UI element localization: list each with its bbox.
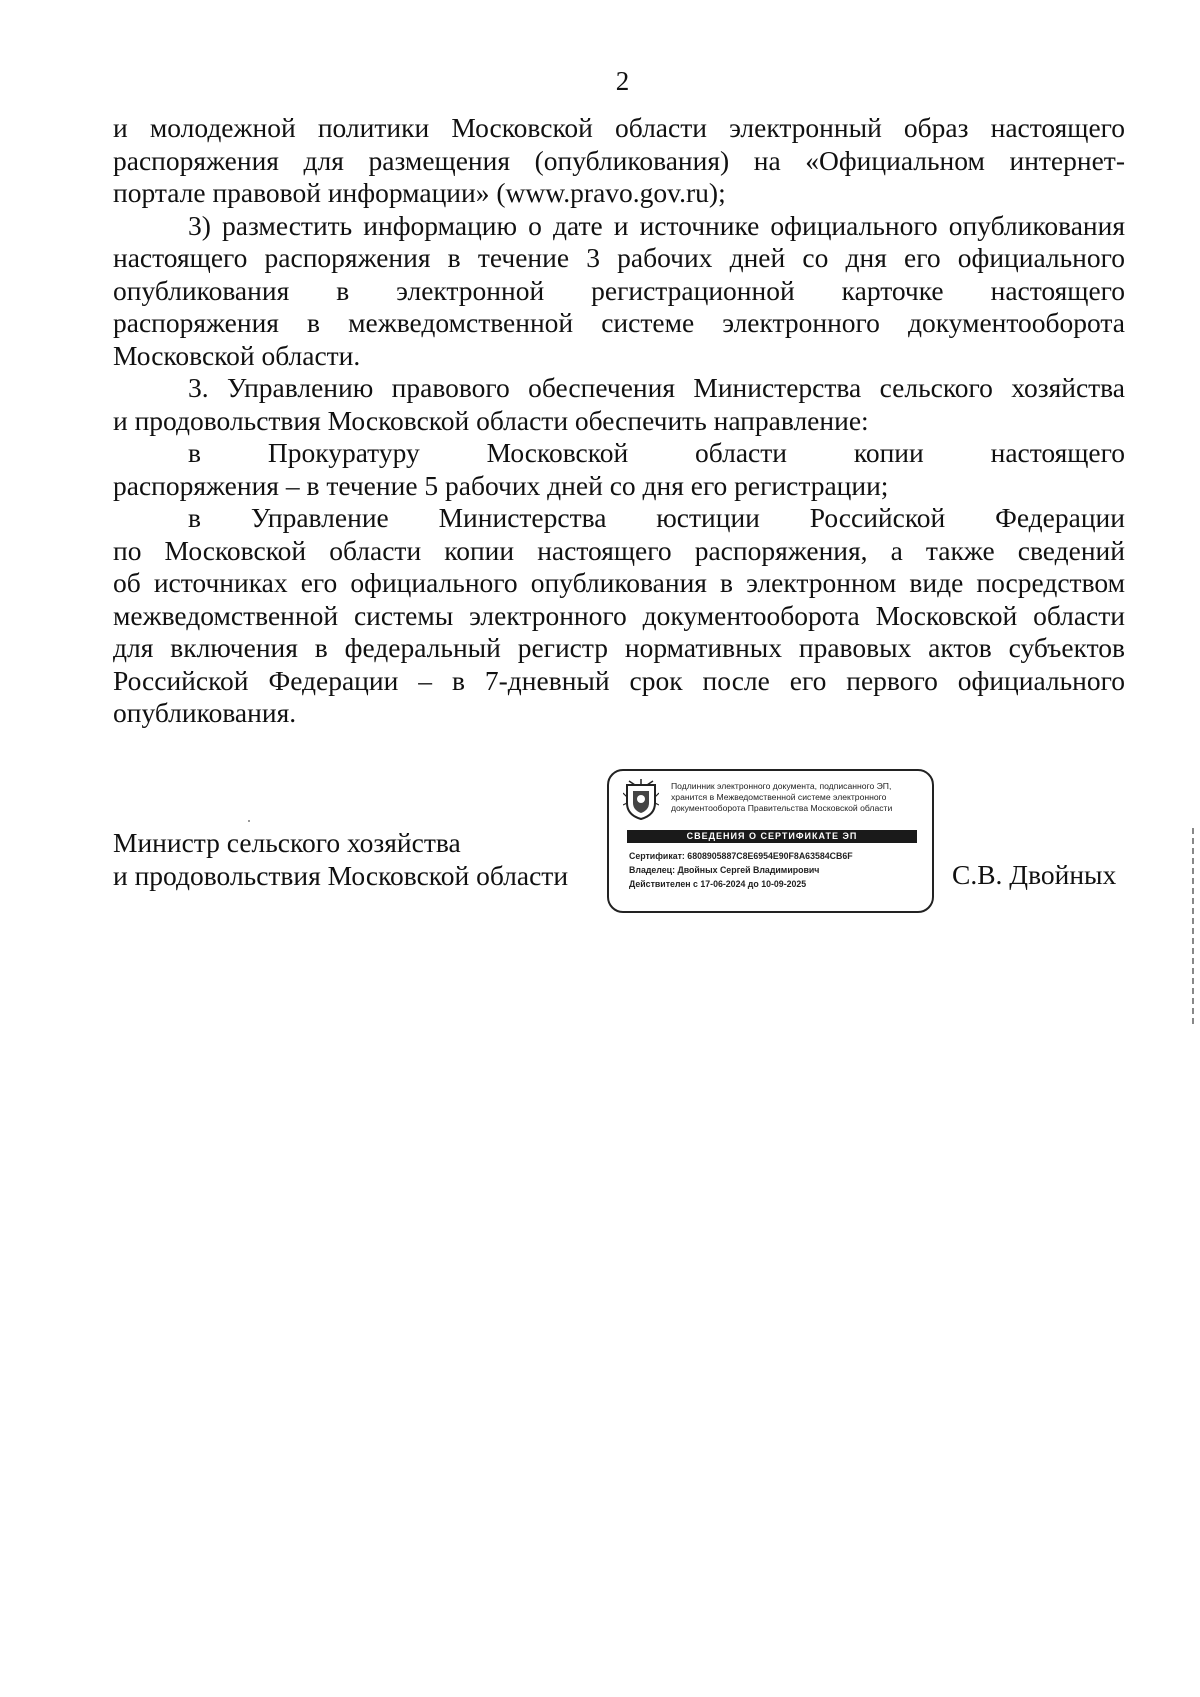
paragraph-5 — [113, 502, 1125, 730]
certificate-owner: Владелец: Двойных Сергей Владимирович — [629, 865, 820, 875]
certificate-number: Сертификат: 6808905887C8E6954E90F8A63584CB6F — [629, 851, 853, 861]
signatory-position — [113, 826, 568, 892]
text-line: в Управление Министерства юстиции Российской Федерации — [188, 502, 1125, 533]
document-body — [113, 112, 1125, 730]
text-line: Московской области. — [113, 339, 361, 371]
text-line: в Прокуратуру Московской области копии настоящего — [188, 437, 1125, 468]
text-line: и продовольствия Московской области обеспечить направление: — [113, 404, 869, 436]
text-line: для включения в федеральный регистр нормативных правовых актов субъектов — [113, 632, 1125, 663]
position-line: и продовольствия Московской области — [113, 860, 569, 891]
coat-of-arms-icon — [623, 779, 659, 821]
text-line: и молодежной политики Московской области электронный образ настоящего — [113, 112, 1125, 143]
certificate-details — [629, 849, 929, 891]
stamp-header — [671, 781, 927, 814]
text-line: распоряжения для размещения (опубликования) на «Официальном интернет- — [113, 144, 1125, 176]
certificate-info-bar: СВЕДЕНИЯ О СЕРТИФИКАТЕ ЭП — [627, 830, 917, 843]
text-line: 3. Управлению правового обеспечения Министерства сельского хозяйства — [188, 372, 1125, 403]
text-line: об источниках его официального опубликования в электронном виде посредством — [113, 567, 1125, 598]
text-line: 3) разместить информацию о дате и источнике официального опубликования — [188, 209, 1125, 241]
position-line: Министр сельского хозяйства — [113, 827, 461, 858]
text-line: настоящего распоряжения в течение 3 рабочих дней со дня его официального — [113, 242, 1125, 273]
signer-name: С.В. Двойных — [952, 859, 1117, 890]
electronic-signature-stamp — [607, 769, 934, 913]
text-line: межведомственной системы электронного документооборота Московской области — [113, 599, 1125, 631]
text-line: по Московской области копии настоящего распоряжения, а также сведений — [113, 534, 1125, 566]
stamp-header-line: хранится в Межведомственной системе электронного — [671, 792, 887, 802]
paragraph-3 — [113, 372, 1125, 437]
text-line: распоряжения – в течение 5 рабочих дней со дня его регистрации; — [113, 469, 889, 501]
text-line: распоряжения в межведомственной системе электронного документооборота — [113, 307, 1125, 338]
paragraph-2 — [113, 210, 1125, 373]
text-line: портале правовой информации» (www.pravo.gov.ru); — [113, 177, 726, 208]
stamp-header-line: документооборота Правительства Московской области — [671, 803, 893, 813]
page-number: 2 — [615, 66, 630, 96]
stamp-header-line: Подлинник электронного документа, подписанного ЭП, — [671, 781, 892, 791]
paragraph-1 — [113, 112, 1125, 210]
scan-edge-mark — [1192, 828, 1194, 1028]
text-line: Российской Федерации – в 7-дневный срок после его первого официального — [113, 664, 1125, 696]
text-line: опубликования в электронной регистрационной карточке настоящего — [113, 274, 1125, 306]
text-line: опубликования. — [113, 697, 297, 728]
paragraph-4 — [113, 437, 1125, 502]
scan-speck — [248, 820, 250, 822]
certificate-validity: Действителен с 17-06-2024 до 10-09-2025 — [629, 879, 807, 889]
